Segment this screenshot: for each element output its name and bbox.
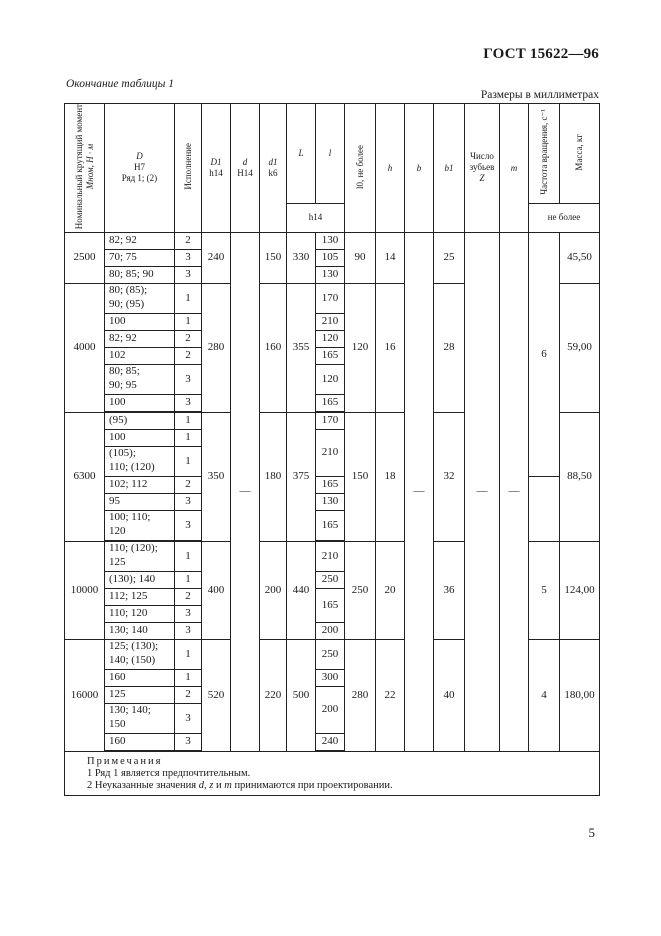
bore-diameter: 100 [105, 394, 175, 411]
header-D1-tolerance: h14 [209, 167, 223, 178]
bore-diameter [105, 639, 175, 669]
version-value: 2 [175, 588, 202, 605]
header-d-row: Ряд 1; (2) [121, 173, 158, 184]
l-value: 200 [316, 622, 345, 639]
bore-diameter: 100 [105, 429, 175, 446]
bore-diameter-line1: (105); [109, 447, 136, 460]
header-mass [560, 104, 600, 204]
mass-value: 59,00 [560, 283, 600, 412]
header-teeth-symbol: Z [479, 173, 485, 184]
version-value: 3 [175, 703, 202, 733]
l0-value: 90 [345, 232, 376, 283]
l0-value: 280 [345, 639, 376, 751]
h-value: 14 [376, 232, 405, 283]
D1-value: 240 [202, 232, 231, 283]
L-value: 375 [287, 412, 316, 541]
l-value: 130 [316, 493, 345, 510]
header-b1 [434, 104, 465, 233]
L-value: 330 [287, 232, 316, 283]
bore-diameter-line1: 110; (120); [109, 542, 158, 555]
mass-value: 124,00 [560, 541, 600, 639]
l-value: 200 [316, 686, 345, 733]
d1-value: 180 [260, 412, 287, 541]
bore-diameter: 100 [105, 313, 175, 330]
l-value: 240 [316, 733, 345, 750]
bore-diameter: 102 [105, 347, 175, 364]
l0-value: 120 [345, 283, 376, 412]
header-l0-label: l0, не более [354, 144, 365, 189]
D1-value: 400 [202, 541, 231, 639]
header-mass-label: Масса, кг [574, 133, 585, 171]
bore-diameter-line2: 90; (95) [109, 298, 145, 311]
bore-diameter-line2: 140; (150) [109, 654, 156, 667]
bore-diameter: 82; 92 [105, 330, 175, 347]
header-version-label: Исполнение [182, 143, 193, 190]
m-value-dash: — [500, 232, 529, 751]
table-continuation-caption: Окончание таблицы 1 [66, 78, 174, 90]
specification-table [64, 103, 600, 796]
header-d-label: D [136, 150, 143, 161]
bore-diameter: (95) [105, 412, 175, 429]
header-teeth [465, 104, 500, 233]
l-value: 130 [316, 266, 345, 283]
header-d1-tolerance: k6 [268, 167, 278, 178]
frequency-value: 6 [529, 232, 560, 476]
bore-diameter: 95 [105, 493, 175, 510]
l-value: 210 [316, 429, 345, 476]
l-value: 105 [316, 249, 345, 266]
l-value: 210 [316, 313, 345, 330]
bore-diameter-line1: 100; 110; [109, 511, 151, 524]
version-value: 3 [175, 510, 202, 540]
mass-value: 88,50 [560, 412, 600, 541]
version-value: 2 [175, 232, 202, 249]
version-value: 1 [175, 446, 202, 476]
l-value: 130 [316, 232, 345, 249]
bore-diameter-line1: 125; (130); [109, 640, 159, 653]
frequency-value: 4 [529, 639, 560, 751]
header-h [376, 104, 405, 233]
header-b [405, 104, 434, 233]
torque-value: 2500 [65, 232, 105, 283]
version-value: 1 [175, 669, 202, 686]
note-2-and: и [213, 779, 225, 791]
bore-diameter: 102; 112 [105, 476, 175, 493]
torque-value: 10000 [65, 541, 105, 639]
version-value: 1 [175, 639, 202, 669]
bore-diameter [105, 364, 175, 394]
l-value: 300 [316, 669, 345, 686]
header-L-label: L [298, 148, 304, 159]
bore-diameter: 70; 75 [105, 249, 175, 266]
l-value: 250 [316, 639, 345, 669]
version-value: 2 [175, 347, 202, 364]
header-Ll-tolerance: h14 [287, 203, 345, 232]
header-torque-label: Номинальный крутящий момент [73, 104, 84, 230]
header-D1 [202, 104, 231, 233]
header-frequency-label: Частота вращения, с⁻¹ [538, 109, 549, 195]
version-value: 3 [175, 493, 202, 510]
version-value: 1 [175, 412, 202, 429]
h-value: 20 [376, 541, 405, 639]
bore-diameter: 82; 92 [105, 232, 175, 249]
version-value: 1 [175, 429, 202, 446]
l-value: 210 [316, 541, 345, 571]
table-notes [65, 751, 600, 795]
bore-diameter [105, 283, 175, 313]
l-value: 165 [316, 347, 345, 364]
header-not-more: не более [529, 203, 600, 232]
l-value: 165 [316, 510, 345, 540]
header-d [231, 104, 260, 233]
h-value: 22 [376, 639, 405, 751]
d1-value: 160 [260, 283, 287, 412]
d1-value: 220 [260, 639, 287, 751]
teeth-value-dash: — [465, 232, 500, 751]
torque-value: 6300 [65, 412, 105, 541]
l-value: 120 [316, 330, 345, 347]
version-value: 1 [175, 571, 202, 588]
header-l-label: l [328, 148, 332, 159]
header-l0 [345, 104, 376, 233]
l-value: 250 [316, 571, 345, 588]
bore-diameter-line2: 110; (120) [109, 461, 155, 474]
notes-title: Примечания [87, 755, 163, 767]
header-d1-label: d1 [268, 156, 278, 167]
note-1: 1 Ряд 1 является предпочтительным. [87, 767, 251, 779]
mass-value: 180,00 [560, 639, 600, 751]
l-value: 165 [316, 588, 345, 622]
header-l [316, 104, 345, 204]
version-value: 2 [175, 330, 202, 347]
version-value: 3 [175, 394, 202, 411]
version-value: 2 [175, 476, 202, 493]
header-d-tolerance: H7 [134, 162, 145, 173]
h-value: 18 [376, 412, 405, 541]
bore-diameter: 80; 85; 90 [105, 266, 175, 283]
bore-diameter: 110; 120 [105, 605, 175, 622]
page-number: 5 [588, 825, 595, 840]
L-value: 440 [287, 541, 316, 639]
h-value: 16 [376, 283, 405, 412]
torque-value: 16000 [65, 639, 105, 751]
version-value: 3 [175, 266, 202, 283]
document-code: ГОСТ 15622—96 [483, 46, 599, 62]
version-value: 2 [175, 686, 202, 703]
b1-value: 32 [434, 412, 465, 541]
bore-diameter-line1: 130; 140; [109, 704, 151, 717]
bore-diameter: 130; 140 [105, 622, 175, 639]
bore-diameter-line1: 80; (85); [109, 284, 148, 297]
version-value: 3 [175, 622, 202, 639]
header-d-bore [105, 104, 175, 233]
version-value: 1 [175, 313, 202, 330]
note-2-end: принимаются при проектировании. [231, 779, 393, 791]
bore-diameter: (130); 140 [105, 571, 175, 588]
header-frequency [529, 104, 560, 204]
header-b1-label: b1 [444, 162, 454, 173]
version-value: 3 [175, 249, 202, 266]
header-teeth-line1: Число [470, 150, 494, 161]
header-torque-symbol: Mном, Н · м [84, 143, 95, 190]
bore-diameter [105, 541, 175, 571]
L-value: 500 [287, 639, 316, 751]
bore-diameter [105, 703, 175, 733]
header-D1-label: D1 [210, 156, 222, 167]
d1-value: 200 [260, 541, 287, 639]
version-value: 3 [175, 364, 202, 394]
bore-diameter [105, 510, 175, 540]
header-teeth-line2: зубьев [469, 162, 495, 173]
l-value: 165 [316, 476, 345, 493]
d1-value: 150 [260, 232, 287, 283]
version-value: 3 [175, 733, 202, 750]
D1-value: 350 [202, 412, 231, 541]
mass-value: 45,50 [560, 232, 600, 283]
note-2-start: 2 Неуказанные значения [87, 779, 199, 791]
bore-diameter-line2: 150 [109, 718, 126, 731]
L-value: 355 [287, 283, 316, 412]
version-value: 1 [175, 541, 202, 571]
header-m-label: m [510, 162, 518, 173]
note-2-vars: d, z [198, 779, 214, 791]
header-L [287, 104, 316, 204]
note-2-m: m [224, 779, 232, 791]
bore-diameter: 125 [105, 686, 175, 703]
bore-diameter: 160 [105, 669, 175, 686]
bore-diameter [105, 446, 175, 476]
b1-value: 28 [434, 283, 465, 412]
bore-diameter-line1: 80; 85; [109, 365, 140, 378]
b1-value: 40 [434, 639, 465, 751]
l-value: 170 [316, 283, 345, 313]
header-d1 [260, 104, 287, 233]
bore-diameter-line2: 120 [109, 525, 126, 538]
frequency-value: 5 [529, 541, 560, 639]
D1-value: 520 [202, 639, 231, 751]
version-value: 3 [175, 605, 202, 622]
b1-value: 36 [434, 541, 465, 639]
b1-value: 25 [434, 232, 465, 283]
header-d-small-label: d [242, 156, 248, 167]
header-version [175, 104, 202, 233]
b-value-dash: — [405, 232, 434, 751]
version-value: 1 [175, 283, 202, 313]
header-b-label: b [416, 162, 422, 173]
header-h-label: h [387, 162, 393, 173]
D1-value: 280 [202, 283, 231, 412]
bore-diameter-line2: 125 [109, 556, 126, 569]
bore-diameter: 160 [105, 733, 175, 750]
l-value: 165 [316, 394, 345, 411]
d-value-dash: — [231, 232, 260, 751]
header-m [500, 104, 529, 233]
header-d-small-tolerance: H14 [237, 167, 253, 178]
bore-diameter-line2: 90; 95 [109, 379, 137, 392]
l0-value: 150 [345, 412, 376, 541]
header-torque [65, 104, 105, 233]
l0-value: 250 [345, 541, 376, 639]
torque-value: 4000 [65, 283, 105, 412]
units-caption: Размеры в миллиметрах [480, 89, 599, 101]
note-2 [87, 780, 599, 792]
bore-diameter: 112; 125 [105, 588, 175, 605]
l-value: 170 [316, 412, 345, 429]
l-value: 120 [316, 364, 345, 394]
